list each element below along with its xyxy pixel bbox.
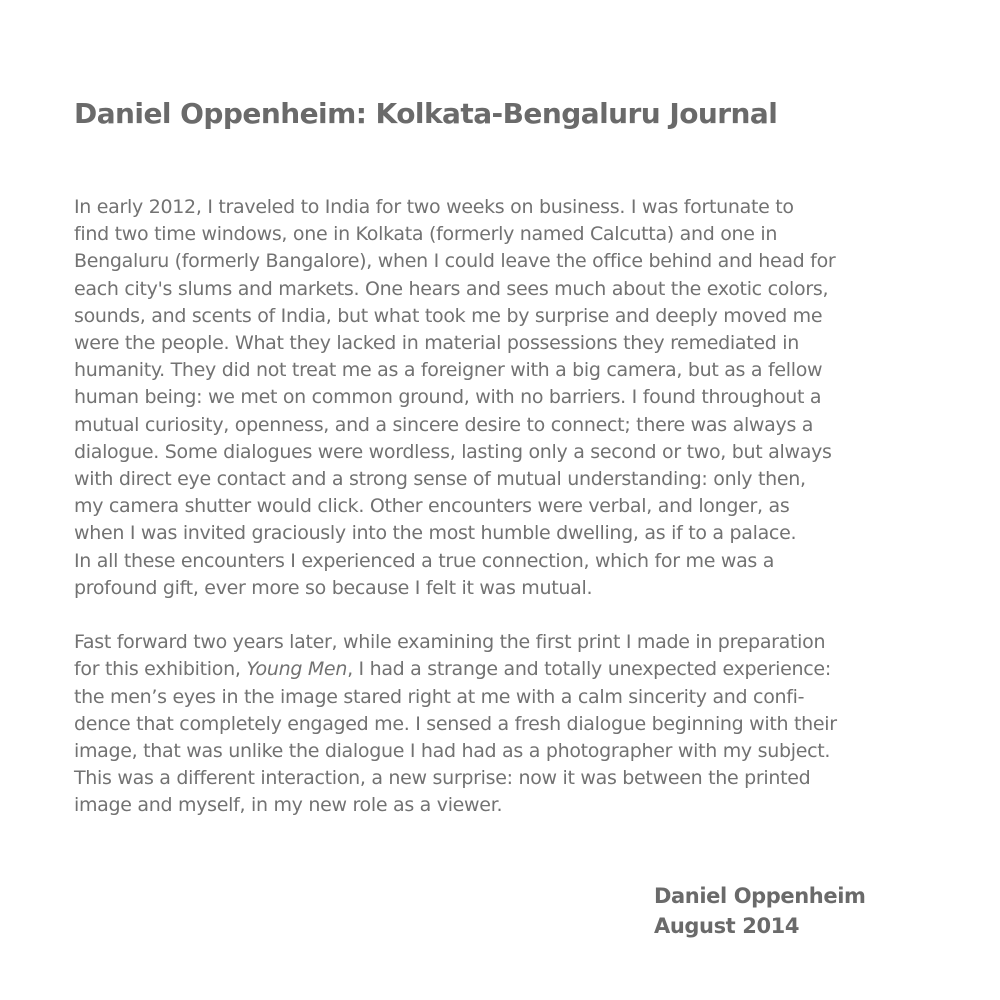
paragraph-1 <box>74 194 954 602</box>
text-line: Bengaluru (formerly Bangalore), when I could leave the office behind and head for <box>74 250 836 273</box>
text-line: This was a different interaction, a new surprise: now it was between the printed <box>74 767 811 790</box>
text-line: the men’s eyes in the image stared right at me with a calm sincerity and confi- <box>74 685 805 708</box>
text-line: find two time windows, one in Kolkata (formerly named Calcutta) and one in <box>74 223 778 246</box>
text-line: were the people. What they lacked in material possessions they remediated in <box>74 332 800 355</box>
page-title: Daniel Oppenheim: Kolkata-Bengaluru Journal <box>74 97 778 130</box>
text-line: dialogue. Some dialogues were wordless, lasting only a second or two, but always <box>74 440 832 463</box>
text-line: image and myself, in my new role as a viewer. <box>74 794 503 817</box>
text-line: with direct eye contact and a strong sense of mutual understanding: only then, <box>74 468 806 491</box>
text-line: image, that was unlike the dialogue I had had as a photographer with my subject. <box>74 740 831 763</box>
paragraph-2 <box>74 629 954 819</box>
text-line: In all these encounters I experienced a true connection, which for me was a <box>74 549 775 572</box>
text-line: profound gift, ever more so because I felt it was mutual. <box>74 576 593 599</box>
author-name: Daniel Oppenheim <box>654 884 866 908</box>
text-line-with-italic <box>74 656 954 683</box>
text-line: human being: we met on common ground, with no barriers. I found throughout a <box>74 386 822 409</box>
text-line: mutual curiosity, openness, and a sincere desire to connect; there was always a <box>74 413 814 436</box>
text-line: Fast forward two years later, while examining the first print I made in preparation <box>74 631 826 654</box>
text-line: when I was invited graciously into the most humble dwelling, as if to a palace. <box>74 522 797 545</box>
text-line: each city's slums and markets. One hears and sees much about the exotic colors, <box>74 277 829 300</box>
text-segment: for this exhibition, <box>74 658 247 681</box>
journal-body <box>74 194 954 820</box>
text-line: dence that completely engaged me. I sensed a fresh dialogue beginning with their <box>74 712 837 735</box>
text-segment: , I had a strange and totally unexpected experience: <box>347 658 831 681</box>
signature-date: August 2014 <box>654 914 800 938</box>
text-line: humanity. They did not treat me as a foreigner with a big camera, but as a fellow <box>74 359 823 382</box>
text-line: my camera shutter would click. Other encounters were verbal, and longer, as <box>74 495 790 518</box>
text-line: sounds, and scents of India, but what took me by surprise and deeply moved me <box>74 304 823 327</box>
text-line: In early 2012, I traveled to India for two weeks on business. I was fortunate to <box>74 196 794 218</box>
signature-block <box>654 881 866 941</box>
exhibition-title: Young Men <box>246 658 348 681</box>
